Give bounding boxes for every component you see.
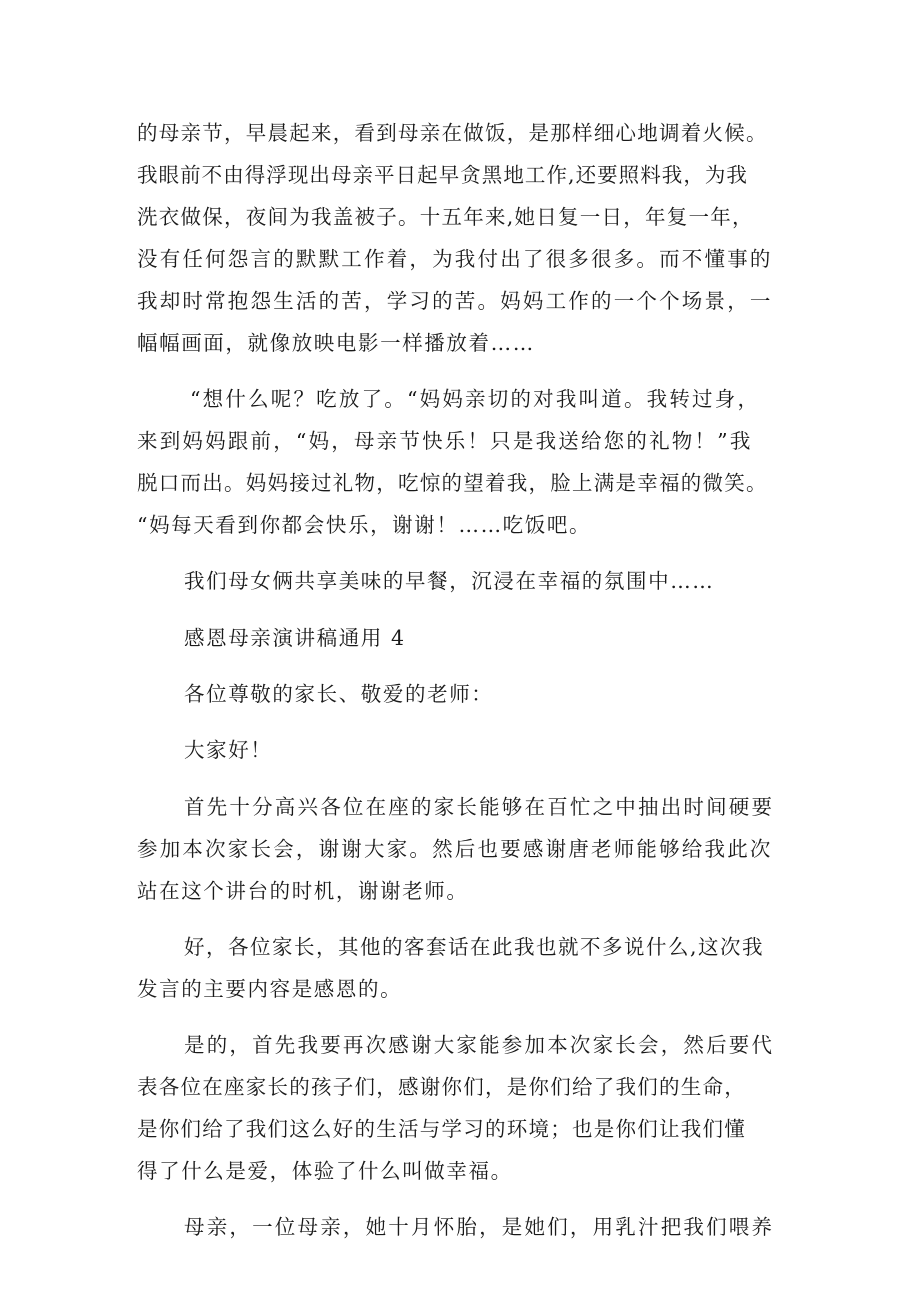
text-line: “妈每天看到你都会快乐，谢谢！……吃饭吧。 <box>137 513 592 537</box>
text-line: 各位尊敬的家长、敬爱的老师： <box>184 682 494 706</box>
text-line: 发言的主要内容是感恩的。 <box>137 977 403 1001</box>
text-line: 大家好！ <box>184 738 273 762</box>
text-line: 是的，首先我要再次感谢大家能参加本次家长会，然后要代 <box>184 1033 775 1057</box>
text-line: 我却时常抱怨生活的苦，学习的苦。妈妈工作的一个个场景，一 <box>137 289 773 313</box>
text-line: 脱口而出。妈妈接过礼物，吃惊的望着我，脸上满是幸福的微笑。 <box>137 471 768 495</box>
text-line: 站在这个讲台的时机，谢谢老师。 <box>137 879 469 903</box>
text-line: 幅幅画面，就像放映电影一样播放着…… <box>137 331 535 355</box>
text-line: 是你们给了我们这么好的生活与学习的环境；也是你们让我们懂 <box>137 1117 746 1141</box>
text-line: 我眼前不由得浮现出母亲平日起早贪黑地工作,还要照料我，为我 <box>137 163 748 187</box>
text-line: 我们母女俩共享美味的早餐，沉浸在幸福的氛围中…… <box>184 569 715 593</box>
text-line: “想什么呢？吃放了。“妈妈亲切的对我叫道。我转过身， <box>190 387 761 411</box>
text-line: 得了什么是爱，体验了什么叫做幸福。 <box>137 1159 513 1183</box>
text-line: 参加本次家长会，谢谢大家。然后也要感谢唐老师能够给我此次 <box>137 837 773 861</box>
text-line: 洗衣做保，夜间为我盖被子。十五年来,她日复一日，年复一年， <box>137 205 754 229</box>
text-line: 好，各位家长，其他的客套话在此我也就不多说什么,这次我 <box>184 935 765 959</box>
text-line: 来到妈妈跟前，“妈，母亲节快乐！只是我送给您的礼物！”我 <box>137 429 753 453</box>
text-line: 表各位在座家长的孩子们，感谢你们，是你们给了我们的生命， <box>137 1075 746 1099</box>
section-heading: 感恩母亲演讲稿通用 4 <box>184 626 406 650</box>
text-line: 母亲，一位母亲，她十月怀胎，是她们，用乳汁把我们喂养 <box>184 1215 775 1239</box>
text-line: 的母亲节，早晨起来，看到母亲在做饭，是那样细心地调着火候。 <box>137 121 768 145</box>
text-line: 没有任何怨言的默默工作着，为我付出了很多很多。而不懂事的 <box>137 247 773 271</box>
text-line: 首先十分高兴各位在座的家长能够在百忙之中抽出时间硬要 <box>184 795 775 819</box>
